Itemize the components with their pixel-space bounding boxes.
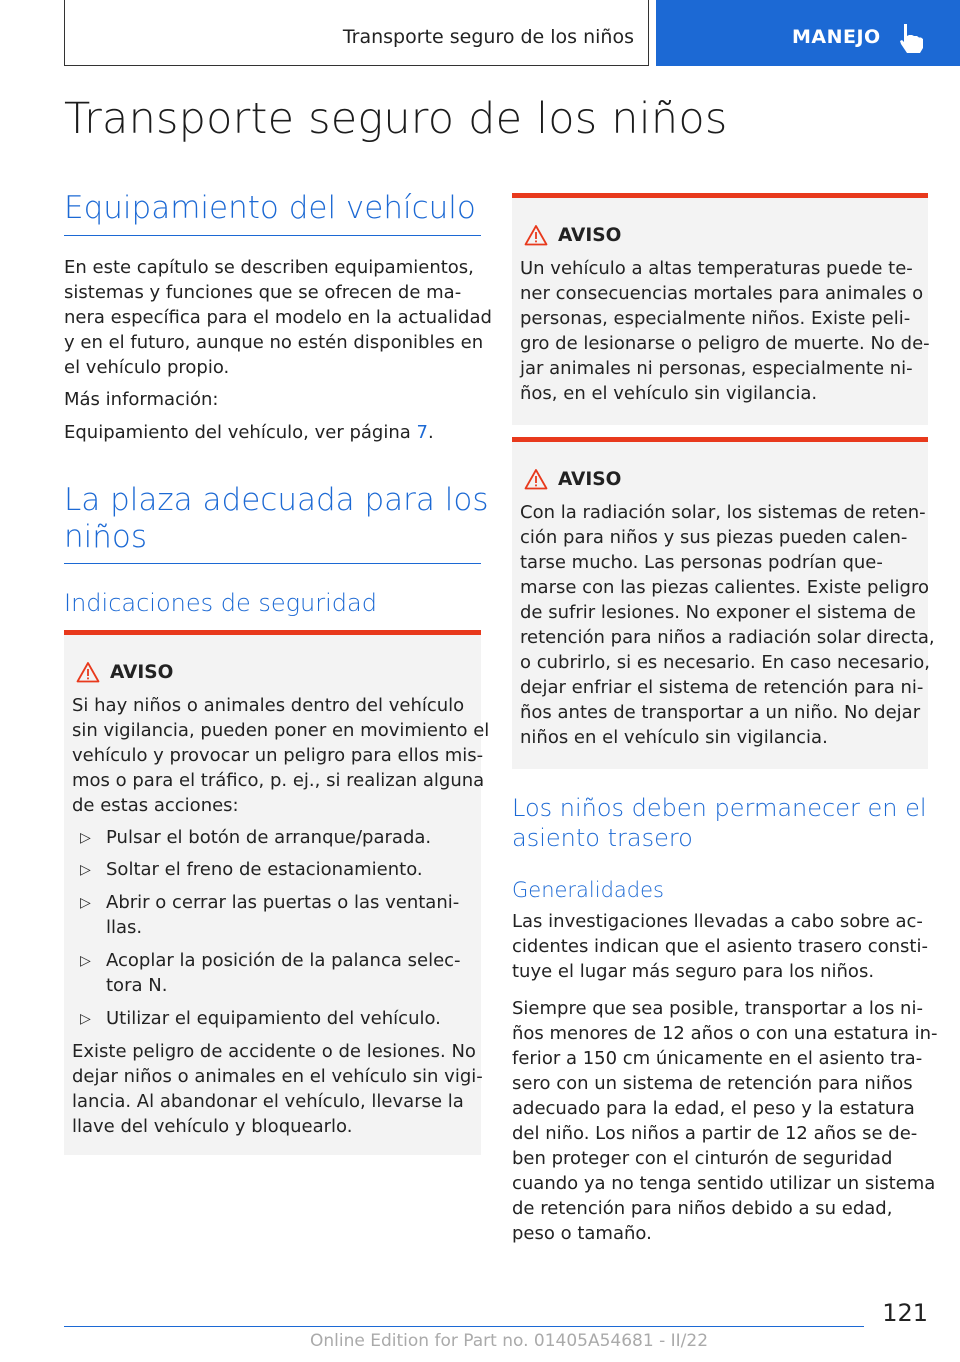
text-line: vehículo y provocar un peligro para ellos mis-: [72, 745, 484, 766]
text-line: sero con un sistema de retención para niños: [512, 1073, 913, 1094]
footer-rule: [64, 1326, 864, 1327]
warning-text: [520, 256, 930, 406]
heading-rule: [64, 235, 481, 236]
heading-equipamiento: Equipamiento del vehículo: [64, 190, 476, 226]
text-line: ños, en el vehículo sin vigilancia.: [520, 383, 818, 404]
warning-triangle-icon: [524, 224, 548, 246]
list-item: Acoplar la posición de la palanca selec-: [106, 950, 461, 971]
heading-indicaciones: Indicaciones de seguridad: [64, 589, 377, 617]
list-item-continuation: tora N.: [106, 975, 168, 996]
generalidades-paragraph-2: [512, 996, 938, 1246]
text-line: del niño. Los niños a partir de 12 años se de-: [512, 1123, 918, 1144]
heading-rule: [64, 563, 481, 564]
text-line: retención para niños a radiación solar directa,: [520, 627, 935, 648]
warning-triangle-icon: [76, 661, 100, 683]
text-line: cidentes indican que el asiento trasero consti-: [512, 936, 928, 957]
text-line: Si hay niños o animales dentro del vehículo: [72, 695, 465, 716]
text-line: llave del vehículo y bloquearlo.: [72, 1116, 353, 1137]
reference-end: .: [427, 422, 434, 443]
bullet-marker: ▷: [80, 862, 91, 878]
bullet-marker: ▷: [80, 1011, 91, 1027]
text-line: sistemas y funciones que se ofrecen de ma-: [64, 282, 462, 303]
equipamiento-paragraph: [64, 255, 492, 380]
list-item: Abrir o cerrar las puertas o las ventani-: [106, 892, 460, 913]
text-line: el vehículo propio.: [64, 357, 230, 378]
header-section-title: Transporte seguro de los niños: [342, 26, 634, 48]
text-line: de sufrir lesiones. No exponer el sistema de: [520, 602, 916, 623]
mas-info-text: Más información:: [64, 389, 219, 410]
warning-label: AVISO: [558, 225, 622, 246]
heading-plaza-line1: La plaza adecuada para los: [64, 482, 489, 518]
text-line: nera específica para el modelo en la actualidad: [64, 307, 492, 328]
text-line: y en el futuro, aunque no estén disponibles en: [64, 332, 484, 353]
text-line: de estas acciones:: [72, 795, 239, 816]
text-line: Existe peligro de accidente o de lesiones. No: [72, 1041, 476, 1062]
text-line: Un vehículo a altas temperaturas puede te-: [520, 258, 913, 279]
warning-label: AVISO: [110, 662, 174, 683]
text-line: ños menores de 12 años o con una estatura in-: [512, 1023, 938, 1044]
text-line: Las investigaciones llevadas a cabo sobre ac-: [512, 911, 923, 932]
reference-line: [64, 420, 434, 445]
text-line: mos o para el tráfico, p. ej., si realizan alguna: [72, 770, 485, 791]
text-line: personas, especialmente niños. Existe peli-: [520, 308, 911, 329]
text-line: Con la radiación solar, los sistemas de reten-: [520, 502, 926, 523]
text-line: ción para niños y sus piezas pueden calen-: [520, 527, 908, 548]
text-line: sin vigilancia, pueden poner en movimiento el: [72, 720, 490, 741]
text-line: gro de lesionarse o peligro de muerte. No de-: [520, 333, 930, 354]
generalidades-paragraph: [512, 909, 928, 984]
header-section-tab: [64, 0, 649, 66]
header-chapter-tab[interactable]: [656, 0, 960, 66]
text-line: de retención para niños debido a su edad,: [512, 1198, 893, 1219]
list-item: Utilizar el equipamiento del vehículo.: [106, 1008, 441, 1029]
list-item-continuation: llas.: [106, 917, 143, 938]
text-line: tarse mucho. Las personas podrían que-: [520, 552, 883, 573]
warning-box-altas-temperaturas: [512, 193, 928, 425]
text-line: adecuado para la edad, el peso y la estatura: [512, 1098, 915, 1119]
bullet-marker: ▷: [80, 830, 91, 846]
text-line: ferior a 150 cm únicamente en el asiento tra-: [512, 1048, 923, 1069]
page-number: 121: [882, 1299, 928, 1327]
hand-pointing-icon: [896, 22, 926, 54]
heading-trasero-line1: Los niños deben permanecer en el: [512, 794, 927, 822]
text-line: cuando ya no tenga sentido utilizar un sistema: [512, 1173, 936, 1194]
text-line: dejar enfriar el sistema de retención para ni-: [520, 677, 924, 698]
heading-trasero-line2: asiento trasero: [512, 824, 693, 852]
text-line: En este capítulo se describen equipamientos,: [64, 257, 474, 278]
bullet-marker: ▷: [80, 895, 91, 911]
warning-closing-text: [72, 1039, 483, 1139]
list-item: Pulsar el botón de arranque/parada.: [106, 827, 432, 848]
warning-triangle-icon: [524, 468, 548, 490]
page-title: Transporte seguro de los niños: [64, 94, 728, 144]
text-line: dejar niños o animales en el vehículo sin vigi-: [72, 1066, 483, 1087]
heading-generalidades: Generalidades: [512, 878, 664, 902]
text-line: ben proteger con el cinturón de seguridad: [512, 1148, 893, 1169]
warning-box-radiacion-solar: [512, 437, 935, 769]
bullet-marker: ▷: [80, 953, 91, 969]
text-line: peso o tamaño.: [512, 1223, 652, 1244]
heading-plaza-line2: niños: [64, 519, 148, 555]
warning-box-ninos-animales: [64, 630, 490, 1155]
footer-edition-text: Online Edition for Part no. 01405A54681 - II/22: [310, 1331, 709, 1351]
text-line: ños antes de transportar a un niño. No dejar: [520, 702, 921, 723]
reference-text: Equipamiento del vehículo, ver página: [64, 422, 417, 443]
text-line: ner consecuencias mortales para animales o: [520, 283, 924, 304]
header-chapter-label: MANEJO: [792, 26, 881, 48]
text-line: o cubrirlo, si es necesario. En caso necesario,: [520, 652, 930, 673]
text-line: tuye el lugar más seguro para los niños.: [512, 961, 875, 982]
text-line: Siempre que sea posible, transportar a los ni-: [512, 998, 923, 1019]
list-item: Soltar el freno de estacionamiento.: [106, 859, 423, 880]
text-line: marse con las piezas calientes. Existe peligro: [520, 577, 929, 598]
text-line: lancia. Al abandonar el vehículo, llevarse la: [72, 1091, 464, 1112]
page-reference-link[interactable]: 7: [416, 422, 428, 443]
warning-label: AVISO: [558, 469, 622, 490]
warning-text: [72, 693, 489, 818]
text-line: niños en el vehículo sin vigilancia.: [520, 727, 828, 748]
warning-text: [520, 500, 935, 750]
text-line: jar animales ni personas, especialmente ni-: [520, 358, 913, 379]
